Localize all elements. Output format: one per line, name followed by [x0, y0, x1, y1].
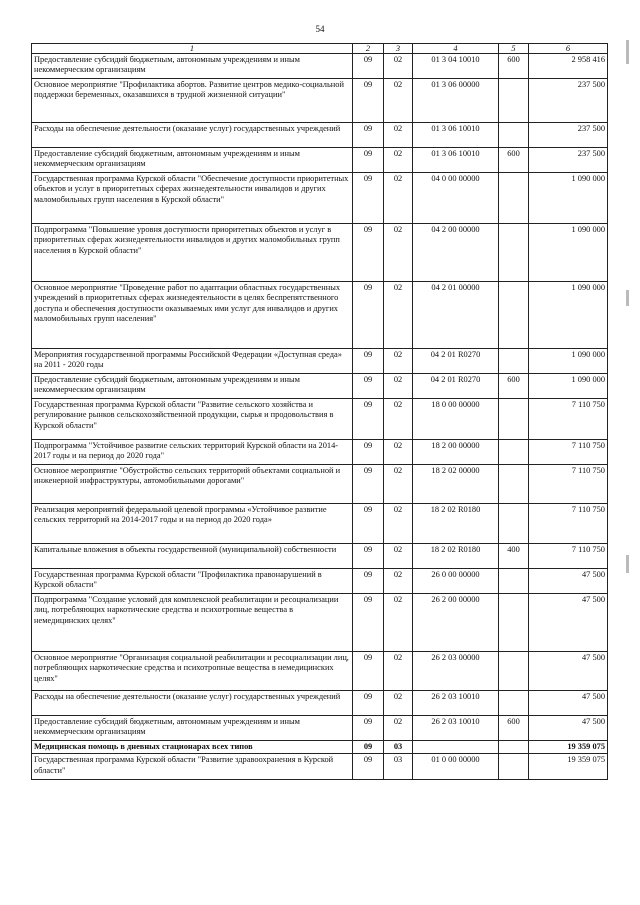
row-target-article: 04 2 01 R0270 — [413, 349, 499, 374]
row-name: Медицинская помощь в дневных стационарах всех типов — [32, 741, 353, 754]
row-subsection: 02 — [384, 399, 413, 440]
table-row — [32, 79, 608, 123]
row-target-article: 04 2 00 00000 — [413, 224, 499, 282]
row-subsection: 02 — [384, 544, 413, 569]
row-amount: 19 359 075 — [529, 741, 608, 754]
row-subsection: 03 — [384, 754, 413, 780]
row-section: 09 — [353, 173, 384, 224]
row-subsection: 02 — [384, 691, 413, 716]
row-section: 09 — [353, 79, 384, 123]
row-name: Основное мероприятие "Организация социальной реабилитации и ресоциализации лиц, потребляющих наркотические средства и психотропные вещества в немедицинских целях" — [32, 652, 353, 691]
row-section: 09 — [353, 349, 384, 374]
row-section: 09 — [353, 54, 384, 79]
row-expense-type — [499, 465, 529, 504]
table-row — [32, 716, 608, 741]
row-name: Предоставление субсидий бюджетным, автономным учреждениям и иным некоммерческим организациям — [32, 716, 353, 741]
row-target-article: 18 0 00 00000 — [413, 399, 499, 440]
row-expense-type: 600 — [499, 716, 529, 741]
row-subsection: 02 — [384, 569, 413, 594]
row-subsection: 02 — [384, 440, 413, 465]
row-name: Подпрограмма "Устойчивое развитие сельских территорий Курской области на 2014-2017 годы и на период до 2020 года" — [32, 440, 353, 465]
row-expense-type — [499, 349, 529, 374]
row-amount: 2 958 416 — [529, 54, 608, 79]
row-expense-type — [499, 440, 529, 465]
table-row — [32, 754, 608, 780]
row-expense-type — [499, 123, 529, 148]
row-target-article: 04 2 01 R0270 — [413, 374, 499, 399]
row-amount: 1 090 000 — [529, 282, 608, 349]
row-subsection: 02 — [384, 224, 413, 282]
row-subsection: 02 — [384, 148, 413, 173]
row-amount: 237 500 — [529, 148, 608, 173]
row-section: 09 — [353, 504, 384, 544]
row-amount: 237 500 — [529, 123, 608, 148]
column-header-amount: 6 — [529, 44, 608, 54]
column-header-target-article: 4 — [413, 44, 499, 54]
row-name: Мероприятия государственной программы Российской Федерации «Доступная среда» на 2011 - 2020 годы — [32, 349, 353, 374]
row-name: Государственная программа Курской области "Развитие здравоохранения в Курской области" — [32, 754, 353, 780]
row-amount: 1 090 000 — [529, 349, 608, 374]
row-amount: 47 500 — [529, 594, 608, 652]
column-header-section: 2 — [353, 44, 384, 54]
row-amount: 47 500 — [529, 716, 608, 741]
row-subsection: 02 — [384, 374, 413, 399]
table-row — [32, 282, 608, 349]
row-section: 09 — [353, 754, 384, 780]
row-expense-type — [499, 399, 529, 440]
table-header-row — [32, 44, 608, 54]
table-row — [32, 741, 608, 754]
row-amount: 7 110 750 — [529, 504, 608, 544]
row-amount: 47 500 — [529, 691, 608, 716]
row-subsection: 02 — [384, 465, 413, 504]
table-row — [32, 123, 608, 148]
row-name: Расходы на обеспечение деятельности (оказание услуг) государственных учреждений — [32, 123, 353, 148]
row-name: Капитальные вложения в объекты государственной (муниципальной) собственности — [32, 544, 353, 569]
table-row — [32, 440, 608, 465]
table-row — [32, 652, 608, 691]
row-section: 09 — [353, 123, 384, 148]
table-row — [32, 349, 608, 374]
row-name: Предоставление субсидий бюджетным, автономным учреждениям и иным некоммерческим организациям — [32, 374, 353, 399]
row-expense-type — [499, 282, 529, 349]
row-section: 09 — [353, 440, 384, 465]
row-target-article: 18 2 02 00000 — [413, 465, 499, 504]
row-subsection: 02 — [384, 173, 413, 224]
row-section: 09 — [353, 569, 384, 594]
row-target-article — [413, 741, 499, 754]
page-number: 54 — [315, 24, 325, 34]
row-expense-type: 400 — [499, 544, 529, 569]
row-name: Предоставление субсидий бюджетным, автономным учреждениям и иным некоммерческим организациям — [32, 54, 353, 79]
row-expense-type: 600 — [499, 148, 529, 173]
row-target-article: 26 2 03 00000 — [413, 652, 499, 691]
row-subsection: 02 — [384, 504, 413, 544]
row-subsection: 02 — [384, 282, 413, 349]
column-header-name: 1 — [32, 44, 353, 54]
row-amount: 19 359 075 — [529, 754, 608, 780]
table-row — [32, 569, 608, 594]
row-target-article: 26 2 03 10010 — [413, 691, 499, 716]
row-section: 09 — [353, 224, 384, 282]
row-target-article: 18 2 02 R0180 — [413, 504, 499, 544]
table-row — [32, 504, 608, 544]
row-name: Государственная программа Курской области "Развитие сельского хозяйства и регулирование рынков сельскохозяйственной продукции, сырья и продовольствия в Курской области" — [32, 399, 353, 440]
row-section: 09 — [353, 691, 384, 716]
row-amount: 1 090 000 — [529, 173, 608, 224]
row-subsection: 02 — [384, 54, 413, 79]
row-section: 09 — [353, 399, 384, 440]
row-amount: 1 090 000 — [529, 224, 608, 282]
row-expense-type — [499, 569, 529, 594]
row-name: Предоставление субсидий бюджетным, автономным учреждениям и иным некоммерческим организациям — [32, 148, 353, 173]
row-target-article: 18 2 02 R0180 — [413, 544, 499, 569]
row-expense-type — [499, 173, 529, 224]
row-section: 09 — [353, 594, 384, 652]
table-row — [32, 148, 608, 173]
row-name: Основное мероприятие "Проведение работ по адаптации областных государственных учреждений в приоритетных сферах жизнедеятельности в целях беспрепятственного доступа и обеспечения доступности оказываемых ими услуг для инвалидов и других маломобильных групп населения" — [32, 282, 353, 349]
row-name: Основное мероприятие "Обустройство сельских территорий объектами социальной и инженерной инфраструктуры, автомобильными дорогами" — [32, 465, 353, 504]
row-section: 09 — [353, 716, 384, 741]
scan-edge-mark — [626, 555, 629, 573]
row-amount: 47 500 — [529, 652, 608, 691]
table-row — [32, 54, 608, 79]
row-amount: 47 500 — [529, 569, 608, 594]
row-target-article: 01 0 00 00000 — [413, 754, 499, 780]
row-target-article: 01 3 06 10010 — [413, 123, 499, 148]
row-expense-type: 600 — [499, 374, 529, 399]
column-header-expense-type: 5 — [499, 44, 529, 54]
table-row — [32, 465, 608, 504]
table-row — [32, 374, 608, 399]
row-name: Подпрограмма "Повышение уровня доступности приоритетных объектов и услуг в приоритетных сферах жизнедеятельности инвалидов и других маломобильных групп населения в Курской области" — [32, 224, 353, 282]
row-subsection: 02 — [384, 594, 413, 652]
row-section: 09 — [353, 148, 384, 173]
row-amount: 7 110 750 — [529, 465, 608, 504]
table-row — [32, 544, 608, 569]
row-expense-type — [499, 652, 529, 691]
row-target-article: 04 2 01 00000 — [413, 282, 499, 349]
row-target-article: 01 3 04 10010 — [413, 54, 499, 79]
row-name: Реализация мероприятий федеральной целевой программы «Устойчивое развитие сельских территорий на 2014-2017 годы и на период до 2020 года» — [32, 504, 353, 544]
scan-edge-mark — [626, 40, 629, 64]
table-row — [32, 594, 608, 652]
row-name: Основное мероприятие "Профилактика абортов. Развитие центров медико-социальной поддержки беременных, оказавшихся в трудной жизненной ситуации" — [32, 79, 353, 123]
row-expense-type — [499, 741, 529, 754]
column-header-subsection: 3 — [384, 44, 413, 54]
table-row — [32, 399, 608, 440]
row-target-article: 26 2 00 00000 — [413, 594, 499, 652]
row-section: 09 — [353, 465, 384, 504]
row-name: Государственная программа Курской области "Обеспечение доступности приоритетных объектов и услуг в приоритетных сферах жизнедеятельности инвалидов и других маломобильных групп населения в Курской области" — [32, 173, 353, 224]
table-row — [32, 173, 608, 224]
row-subsection: 02 — [384, 349, 413, 374]
row-name: Государственная программа Курской области "Профилактика правонарушений в Курской области" — [32, 569, 353, 594]
row-amount: 1 090 000 — [529, 374, 608, 399]
row-expense-type — [499, 594, 529, 652]
row-expense-type — [499, 79, 529, 123]
row-subsection: 02 — [384, 716, 413, 741]
row-expense-type: 600 — [499, 54, 529, 79]
row-target-article: 26 0 00 00000 — [413, 569, 499, 594]
row-expense-type — [499, 224, 529, 282]
row-amount: 7 110 750 — [529, 544, 608, 569]
row-section: 09 — [353, 741, 384, 754]
row-target-article: 26 2 03 10010 — [413, 716, 499, 741]
budget-table — [31, 43, 608, 780]
row-target-article: 04 0 00 00000 — [413, 173, 499, 224]
row-target-article: 01 3 06 00000 — [413, 79, 499, 123]
row-name: Расходы на обеспечение деятельности (оказание услуг) государственных учреждений — [32, 691, 353, 716]
row-section: 09 — [353, 282, 384, 349]
row-target-article: 01 3 06 10010 — [413, 148, 499, 173]
row-name: Подпрограмма "Создание условий для комплексной реабилитации и ресоциализации лиц, потребляющих наркотические средства и психотропные вещества в немедицинских целях" — [32, 594, 353, 652]
row-amount: 7 110 750 — [529, 440, 608, 465]
row-target-article: 18 2 00 00000 — [413, 440, 499, 465]
table-row — [32, 224, 608, 282]
row-section: 09 — [353, 374, 384, 399]
row-section: 09 — [353, 544, 384, 569]
row-subsection: 02 — [384, 123, 413, 148]
row-expense-type — [499, 504, 529, 544]
row-subsection: 02 — [384, 79, 413, 123]
scan-edge-mark — [626, 290, 629, 306]
row-subsection: 03 — [384, 741, 413, 754]
row-expense-type — [499, 691, 529, 716]
row-amount: 237 500 — [529, 79, 608, 123]
row-expense-type — [499, 754, 529, 780]
row-subsection: 02 — [384, 652, 413, 691]
row-amount: 7 110 750 — [529, 399, 608, 440]
row-section: 09 — [353, 652, 384, 691]
table-row — [32, 691, 608, 716]
